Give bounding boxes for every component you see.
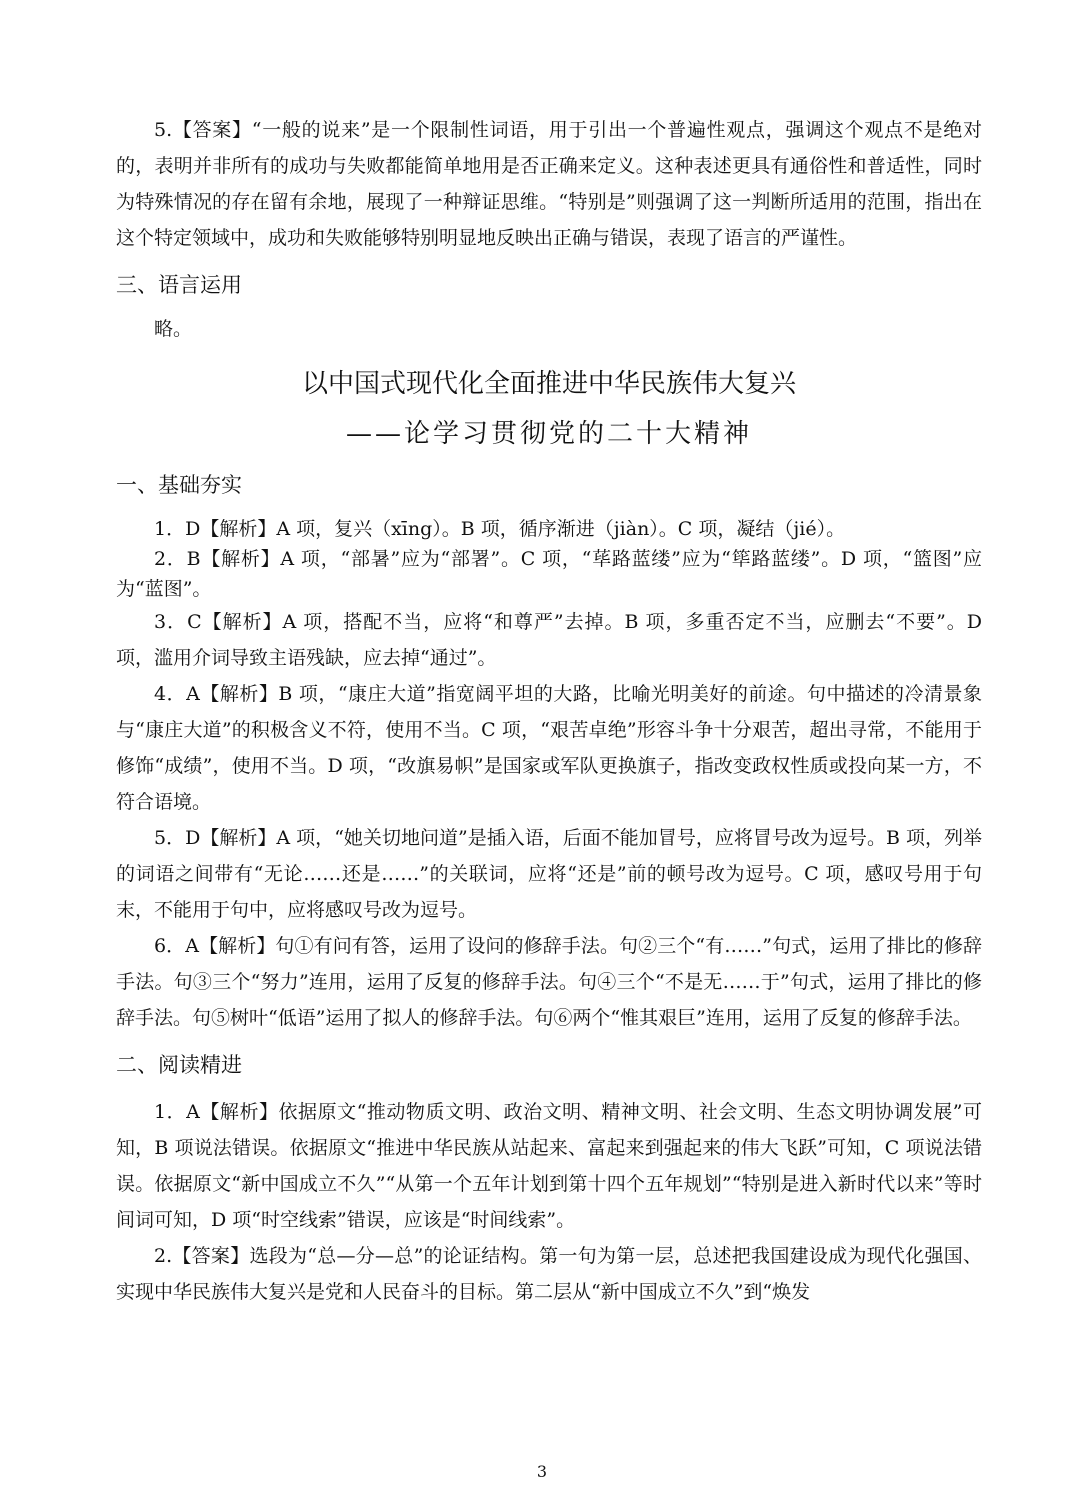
reading-item-1: 1．A【解析】依据原文“推动物质文明、政治文明、精神文明、社会文明、生态文明协调发展”可知，B 项说法错误。依据原文“推进中华民族从站起来、富起来到强起来的伟大飞跃”可知，C 项说法错误。依据原文“新中国成立不久”“从第一个五年计划到第十四个五年规划”“特别是进入新时代以来”等时间词可知，D 项“时空线索”错误，应该是“时间线索”。 bbox=[116, 1101, 982, 1231]
basics-items bbox=[116, 514, 982, 604]
answer-5-paragraph: 5.【答案】“一般的说来”是一个限制性词语，用于引出一个普遍性观点，强调这个观点不是绝对的，表明并非所有的成功与失败都能简单地用是否正确来定义。这种表述更具有通俗性和普适性，同时为特殊情况的存在留有余地，展现了一种辩证思维。“特别是”则强调了这一判断所适用的范围，指出在这个特定领域中，成功和失败能够特别明显地反映出正确与错误，表现了语言的严谨性。 bbox=[116, 119, 982, 249]
article-subtitle: ——论学习贯彻党的二十大精神 bbox=[345, 419, 752, 449]
basics-item-2: 2．B【解析】A 项，“部暑”应为“部署”。C 项，“荜路蓝缕”应为“筚路蓝缕”。D 项，“篮图”应为“蓝图”。 bbox=[116, 548, 982, 600]
article-title: 以中国式现代化全面推进中华民族伟大复兴 bbox=[301, 369, 796, 399]
section-heading-reading: 二、阅读精进 bbox=[116, 1053, 242, 1077]
section-heading-basics: 一、基础夯实 bbox=[116, 473, 242, 497]
reading-item-2: 2.【答案】选段为“总—分—总”的论证结构。第一句为第一层，总述把我国建设成为现代化强国、实现中华民族伟大复兴是党和人民奋斗的目标。第二层从“新中国成立不久”到“焕发 bbox=[116, 1245, 982, 1303]
basics-item-6: 6．A【解析】句①有问有答，运用了设问的修辞手法。句②三个“有……”句式，运用了排比的修辞手法。句③三个“努力”连用，运用了反复的修辞手法。句④三个“不是无……于”句式，运用了排比的修辞手法。句⑤树叶“低语”运用了拟人的修辞手法。句⑥两个“惟其艰巨”连用，运用了反复的修辞手法。 bbox=[116, 935, 982, 1029]
section-heading-language-use: 三、语言运用 bbox=[116, 273, 242, 297]
omitted-note: 略。 bbox=[154, 318, 193, 340]
basics-item-1: 1．D【解析】A 项，复兴（xīng）。B 项，循序渐进（jiàn）。C 项，凝结（jié）。 bbox=[154, 518, 846, 540]
page-number: 3 bbox=[536, 1462, 548, 1481]
basics-item-3: 3．C【解析】A 项，搭配不当，应将“和尊严”去掉。B 项，多重否定不当，应删去“不要”。D 项，滥用介词导致主语残缺，应去掉“通过”。 bbox=[116, 611, 982, 669]
basics-item-5: 5．D【解析】A 项，“她关切地问道”是插入语，后面不能加冒号，应将冒号改为逗号。B 项，列举的词语之间带有“无论……还是……”的关联词，应将“还是”前的顿号改为逗号。C 项，感叹号用于句末，不能用于句中，应将感叹号改为逗号。 bbox=[116, 827, 982, 921]
basics-item-4: 4．A【解析】B 项，“康庄大道”指宽阔平坦的大路，比喻光明美好的前途。句中描述的冷清景象与“康庄大道”的积极含义不符，使用不当。C 项，“艰苦卓绝”形容斗争十分艰苦，超出寻常，不能用于修饰“成绩”，使用不当。D 项，“改旗易帜”是国家或军队更换旗子，指改变政权性质或投向某一方，不符合语境。 bbox=[116, 683, 982, 813]
page-content bbox=[116, 112, 982, 1310]
